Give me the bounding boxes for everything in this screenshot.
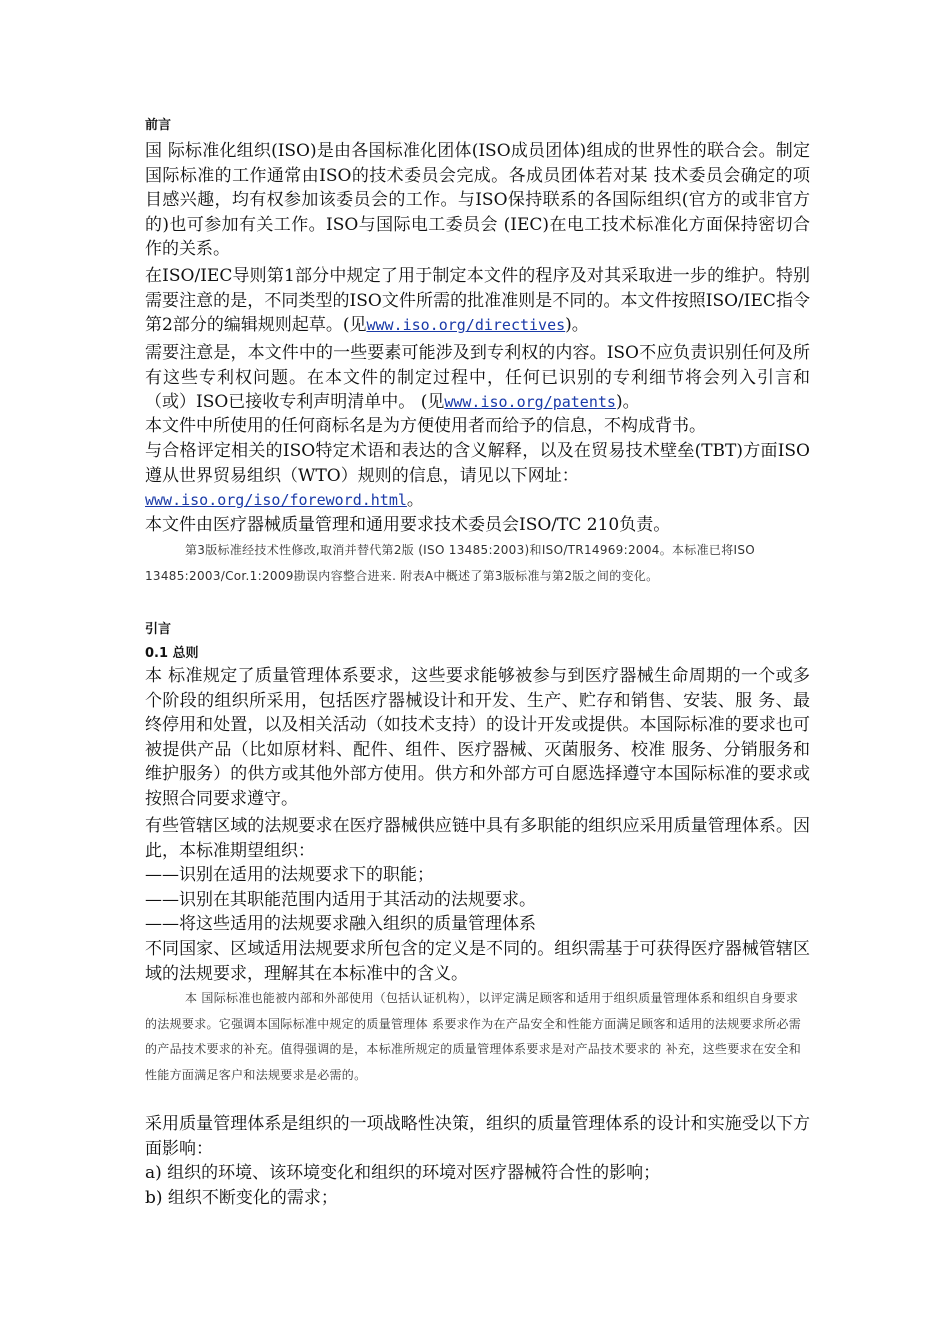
section-0-1-title: 0.1 总则 xyxy=(145,646,199,661)
foreword-paragraph-2 xyxy=(145,264,810,338)
foreword-link[interactable]: www.iso.org/iso/foreword.html xyxy=(145,491,407,509)
intro-items xyxy=(145,1161,810,1210)
foreword-paragraph-2-text: 在ISO/IEC导则第1部分中规定了用于制定本文件的程序及对其采取进一步的维护。特别需要注意的是，不同类型的ISO文件所需的批准准则是不同的。本文件按照ISO/IEC指令第2部分的编辑规则起草。(见 xyxy=(145,266,810,335)
intro-note: 本 国际标准也能被内部和外部使用（包括认证机构），以评定满足顾客和适用于组织质量管理体系和组织自身要求的法规要求。它强调本国际标准中规定的质量管理体 系要求作为在产品安全和性能方面满足顾客和适用的法规要求所必需的产品技术要求的补充。值得强调的是，本标准所规定的质量管理体系要求是对产品技术要求的 补充，这些要求在安全和性能方面满足客户和法规要求是必需的。 xyxy=(145,991,802,1082)
foreword-title: 前言 xyxy=(145,118,172,133)
foreword-paragraph-4: 本文件中所使用的任何商标名是为方便使用者而给予的信息，不构成背书。 xyxy=(145,416,706,436)
foreword-paragraph-5-text: 与合格评定相关的ISO特定术语和表达的含义解释，以及在贸易技术壁垒(TBT)方面ISO遵从世界贸易组织（WTO）规则的信息，请见以下网址： xyxy=(145,441,810,486)
foreword-paragraph-6: 本文件由医疗器械质量管理和通用要求技术委员会ISO/TC 210负责。 xyxy=(145,515,671,535)
list-item-b: b) 组织不断变化的需求； xyxy=(145,1187,338,1208)
intro-list xyxy=(145,863,810,937)
foreword-paragraph-5-end: 。 xyxy=(406,490,424,510)
foreword-paragraph-5 xyxy=(145,439,810,513)
foreword-paragraph-3-end: )。 xyxy=(615,392,640,412)
foreword-note: 第3版标准经技术性修改,取消并替代第2版 (ISO 13485:2003)和ISO/TR14969:2004。本标准已将ISO 13485:2003/Cor.1:2009勘误内容整合进来. 附表A中概述了第3版标准与第2版之间的变化。 xyxy=(145,543,756,583)
foreword-paragraph-3-text: 需要注意是，本文件中的一些要素可能涉及到专利权的内容。ISO不应负责识别任何及所有这些专利权问题。在本文件的制定过程中，任何已识别的专利细节将会列入引言和（或）ISO已接收专利声明清单中。 (见 xyxy=(145,343,810,412)
list-item: ——识别在其职能范围内适用于其活动的法规要求。 xyxy=(145,889,536,910)
directives-link[interactable]: www.iso.org/directives xyxy=(366,316,566,334)
intro-paragraph-3: 不同国家、区域适用法规要求所包含的定义是不同的。组织需基于可获得医疗器械管辖区域的法规要求，理解其在本标准中的含义。 xyxy=(145,939,810,984)
intro-paragraph-4: 采用质量管理体系是组织的一项战略性决策，组织的质量管理体系的设计和实施受以下方面影响： xyxy=(145,1114,810,1159)
foreword-paragraph-1: 国 际标准化组织(ISO)是由各国标准化团体(ISO成员团体)组成的世界性的联合会。制定国际标准的工作通常由ISO的技术委员会完成。各成员团体若对某 技术委员会确定的项目感兴趣，均有权参加该委员会的工作。与ISO保持联系的各国际组织(官方的或非官方的)也可参加有关工作。ISO与国际电工委员会 (IEC)在电工技术标准化方面保持密切合作的关系。 xyxy=(145,141,810,259)
list-item-a: a) 组织的环境、该环境变化和组织的环境对医疗器械符合性的影响； xyxy=(145,1163,661,1183)
list-item: ——识别在适用的法规要求下的职能； xyxy=(145,865,434,885)
intro-paragraph-1: 本 标准规定了质量管理体系要求，这些要求能够被参与到医疗器械生命周期的一个或多个阶段的组织所采用，包括医疗器械设计和开发、生产、贮存和销售、安装、服 务、最终停用和处置，以及相关活动（如技术支持）的设计开发或提供。本国际标准的要求也可被提供产品（比如原材料、配件、组件、医疗器械、灭菌服务、校准 服务、分销服务和维护服务）的供方或其他外部方使用。供方和外部方可自愿选择遵守本国际标准的要求或按照合同要求遵守。 xyxy=(145,666,810,809)
introduction-title: 引言 xyxy=(145,622,172,637)
foreword-paragraph-3 xyxy=(145,341,810,415)
intro-paragraph-2: 有些管辖区域的法规要求在医疗器械供应链中具有多职能的组织应采用质量管理体系。因此，本标准期望组织： xyxy=(145,816,810,861)
foreword-paragraph-2-end: )。 xyxy=(565,315,589,335)
patents-link[interactable]: www.iso.org/patents xyxy=(444,393,616,411)
list-item: ——将这些适用的法规要求融入组织的质量管理体系 xyxy=(145,914,536,934)
